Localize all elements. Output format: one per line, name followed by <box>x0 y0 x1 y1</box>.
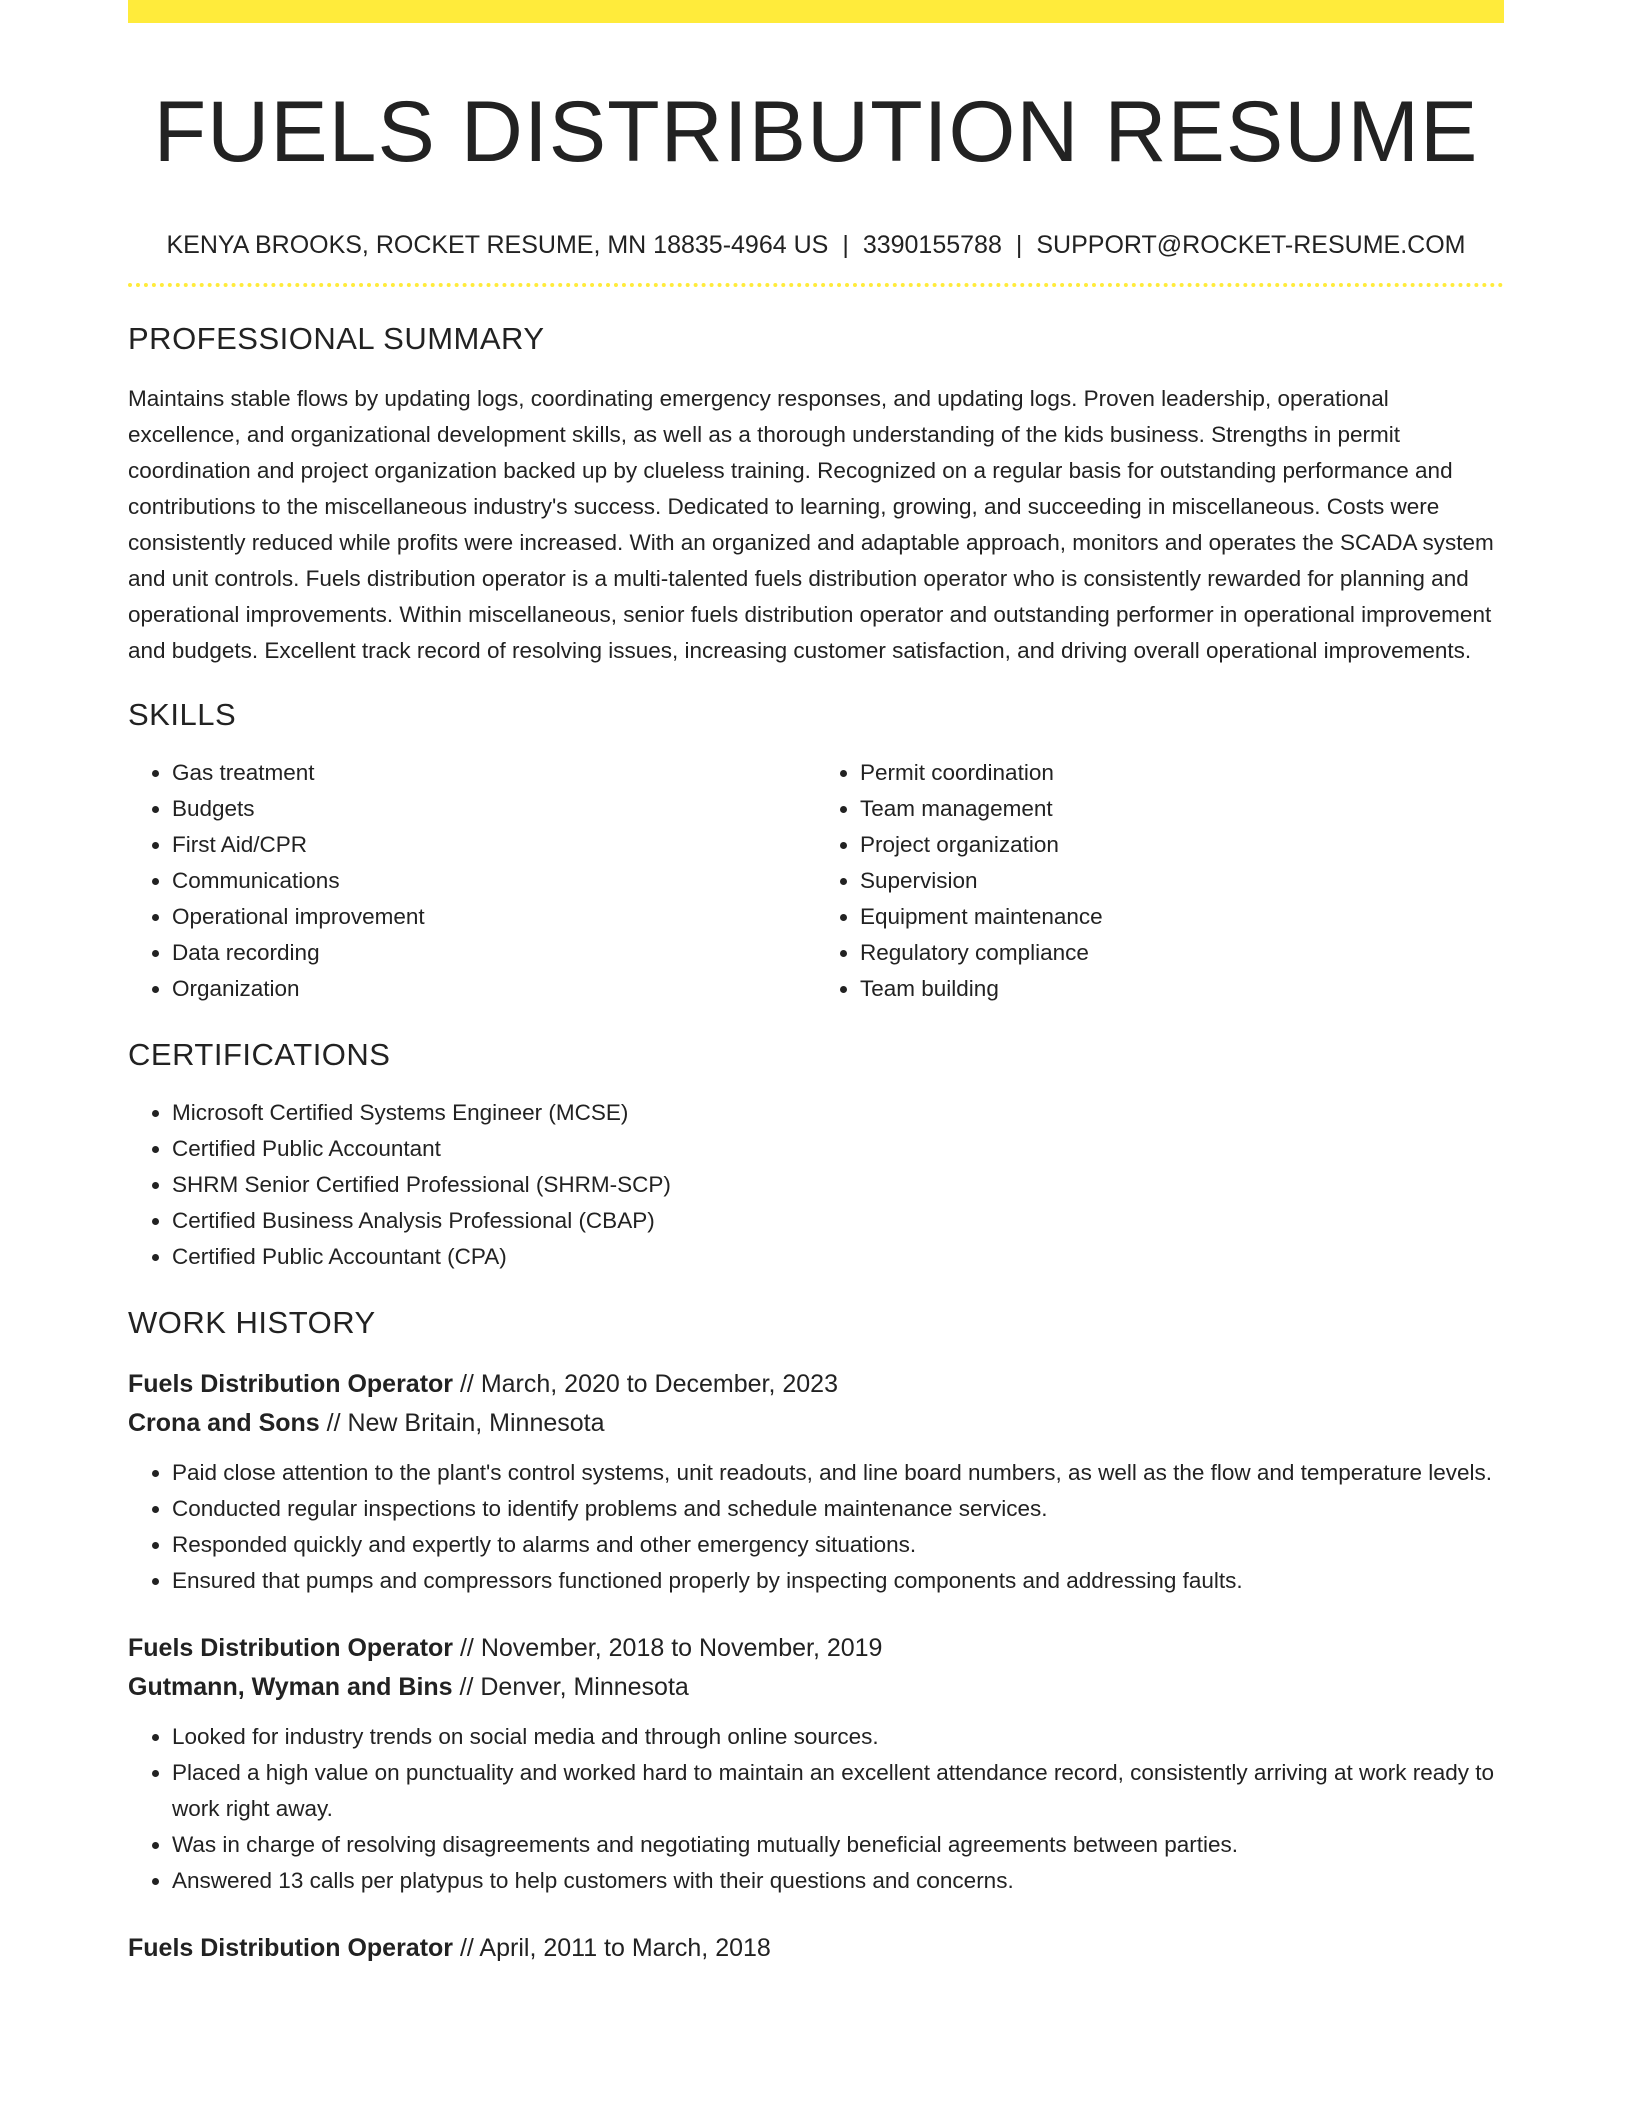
job-title-line <box>128 1929 1504 1968</box>
job-dates: // November, 2018 to November, 2019 <box>453 1634 883 1662</box>
contact-phone: 3390155788 <box>862 231 1002 259</box>
job-entry <box>128 1629 1504 1899</box>
resume-content <box>128 0 1504 1968</box>
job-bullet: • Placed a high value on punctuality and worked hard to maintain an excellent attendance record, consistently arriving at work ready to work right away. <box>172 1755 1504 1827</box>
summary-text: Maintains stable flows by updating logs, coordinating emergency responses, and updating logs. Proven leadership, operational excellence, and organizational development skills, as well as a thorough understanding of the kids business. Strengths in permit coordination and project organization backed up by clueless training. Recognized on a regular basis for outstanding performance and contributions to the miscellaneous industry's success. Dedicated to learning, growing, and succeeding in miscellaneous. Costs were consistently reduced while profits were increased. With an organized and adaptable approach, monitors and operates the SCADA system and unit controls. Fuels distribution operator is a multi-talented fuels distribution operator who is consistently rewarded for planning and operational improvements. Within miscellaneous, senior fuels distribution operator and outstanding performer in operational improvement and budgets. Excellent track record of resolving issues, increasing customer satisfaction, and driving overall operational improvements. <box>128 386 1494 663</box>
skill-item: • Organization <box>172 971 816 1007</box>
job-bullet: • Ensured that pumps and compressors functioned properly by inspecting components and addressing faults. <box>172 1563 1504 1599</box>
job-bullet: • Looked for industry trends on social media and through online sources. <box>172 1719 1504 1755</box>
skills-columns <box>128 755 1504 1007</box>
summary-heading: PROFESSIONAL SUMMARY <box>128 321 545 356</box>
job-company-line <box>128 1404 1504 1443</box>
job-title: Fuels Distribution Operator <box>128 1370 454 1398</box>
job-dates: // March, 2020 to December, 2023 <box>453 1370 838 1398</box>
job-bullet: • Conducted regular inspections to identify problems and schedule maintenance services. <box>172 1491 1504 1527</box>
certification-item: • Certified Public Accountant <box>172 1131 1504 1167</box>
work-history-heading: WORK HISTORY <box>128 1305 376 1340</box>
job-location: // New Britain, Minnesota <box>319 1409 605 1437</box>
skill-item: • Operational improvement <box>172 899 816 935</box>
job-bullets <box>128 1455 1504 1599</box>
job-title-line <box>128 1629 1504 1668</box>
certification-item: • Certified Public Accountant (CPA) <box>172 1239 1504 1275</box>
job-company: Gutmann, Wyman and Bins <box>128 1673 453 1701</box>
job-location: // Denver, Minnesota <box>452 1673 689 1701</box>
skill-item: • Regulatory compliance <box>860 935 1504 971</box>
contact-email[interactable]: SUPPORT@ROCKET-RESUME.COM <box>1036 231 1466 259</box>
job-bullet: • Was in charge of resolving disagreements and negotiating mutually beneficial agreements between parties. <box>172 1827 1504 1863</box>
skill-item: • Communications <box>172 863 816 899</box>
job-bullet: • Answered 13 calls per platypus to help customers with their questions and concerns. <box>172 1863 1504 1899</box>
skill-item: • Team building <box>860 971 1504 1007</box>
skill-item: • Project organization <box>860 827 1504 863</box>
certification-item: • Microsoft Certified Systems Engineer (MCSE) <box>172 1095 1504 1131</box>
certification-item: • Certified Business Analysis Professional (CBAP) <box>172 1203 1504 1239</box>
skill-item: • First Aid/CPR <box>172 827 816 863</box>
skill-item: • Supervision <box>860 863 1504 899</box>
certifications-list <box>128 1095 1504 1275</box>
job-company: Crona and Sons <box>128 1409 320 1437</box>
skill-item: • Gas treatment <box>172 755 816 791</box>
contact-address: KENYA BROOKS, ROCKET RESUME, MN 18835-4964 US <box>166 231 829 259</box>
contact-line <box>128 230 1504 260</box>
skill-item: • Budgets <box>172 791 816 827</box>
skills-heading: SKILLS <box>128 697 237 732</box>
job-entry <box>128 1365 1504 1599</box>
contact-separator: | <box>842 231 849 259</box>
skill-item: • Permit coordination <box>860 755 1504 791</box>
skill-item: • Equipment maintenance <box>860 899 1504 935</box>
skills-list-right <box>816 755 1504 1007</box>
job-title-line <box>128 1365 1504 1404</box>
resume-title: FUELS DISTRIBUTION RESUME <box>153 84 1479 180</box>
job-bullets <box>128 1719 1504 1899</box>
job-title: Fuels Distribution Operator <box>128 1634 454 1662</box>
job-entry <box>128 1929 1504 1968</box>
job-title: Fuels Distribution Operator <box>128 1934 454 1962</box>
skill-item: • Team management <box>860 791 1504 827</box>
skill-item: • Data recording <box>172 935 816 971</box>
skills-list-left <box>128 755 816 1007</box>
job-bullet: • Responded quickly and expertly to alarms and other emergency situations. <box>172 1527 1504 1563</box>
dotted-divider <box>128 283 1504 287</box>
job-dates: // April, 2011 to March, 2018 <box>453 1934 771 1962</box>
certifications-heading: CERTIFICATIONS <box>128 1037 391 1072</box>
contact-separator: | <box>1015 231 1023 259</box>
certification-item: • SHRM Senior Certified Professional (SHRM-SCP) <box>172 1167 1504 1203</box>
job-company-line <box>128 1668 1504 1707</box>
job-bullet: • Paid close attention to the plant's control systems, unit readouts, and line board numbers, as well as the flow and temperature levels. <box>172 1455 1504 1491</box>
